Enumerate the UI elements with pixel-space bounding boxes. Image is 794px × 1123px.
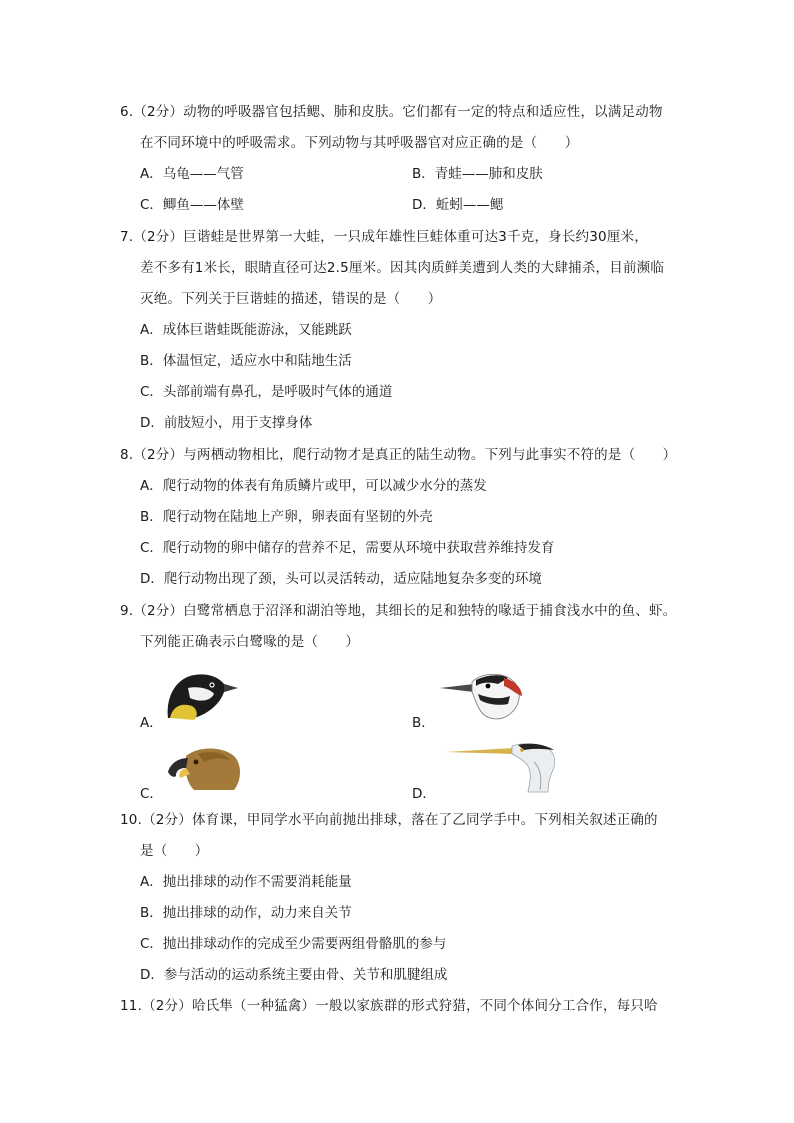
q8-option-b: B．爬行动物在陆地上产卵，卵表面有坚韧的外壳 bbox=[140, 509, 433, 525]
q10-option-b: B．抛出排球的动作，动力来自关节 bbox=[140, 905, 352, 921]
q10-line-2: 是（ ） bbox=[140, 843, 209, 859]
q7-line-1: 7.（2分）巨谐蛙是世界第一大蛙，一只成年雄性巨蛙体重可达3千克，身长约30厘米， bbox=[120, 229, 648, 245]
q10-option-c: C．抛出排球动作的完成至少需要两组骨骼肌的参与 bbox=[140, 936, 447, 952]
q9-option-b-label: B． bbox=[412, 715, 435, 731]
q6-option-a: A．乌龟——气管 bbox=[140, 166, 244, 182]
q11-line-1: 11.（2分）哈氏隼（一种猛禽）一般以家族群的形式狩猎，不同个体间分工合作，每只哈 bbox=[120, 998, 658, 1014]
bird-head-d-image bbox=[444, 742, 562, 794]
q9-line-2: 下列能正确表示白鹭喙的是（ ） bbox=[140, 634, 360, 650]
q10-option-d: D．参与活动的运动系统主要由骨、关节和肌腱组成 bbox=[140, 967, 448, 983]
bird-head-b-image bbox=[436, 670, 530, 724]
q9-option-a-label: A． bbox=[140, 715, 163, 731]
q9-option-c-label: C． bbox=[140, 786, 163, 802]
q8-option-d: D．爬行动物出现了颈，头可以灵活转动，适应陆地复杂多变的环境 bbox=[140, 571, 542, 587]
q6-line-2: 在不同环境中的呼吸需求。下列动物与其呼吸器官对应正确的是（ ） bbox=[140, 135, 579, 151]
q10-line-1: 10.（2分）体育课，甲同学水平向前抛出排球，落在了乙同学手中。下列相关叙述正确的 bbox=[120, 812, 658, 828]
q8-option-a: A．爬行动物的体表有角质鳞片或甲，可以减少水分的蒸发 bbox=[140, 478, 487, 494]
q6-option-d: D．蚯蚓——鳃 bbox=[412, 197, 504, 213]
q7-option-a: A．成体巨谐蛙既能游泳，又能跳跃 bbox=[140, 322, 352, 338]
q8-option-c: C．爬行动物的卵中储存的营养不足，需要从环境中获取营养维持发育 bbox=[140, 540, 555, 556]
q6-option-c: C．鲫鱼——体壁 bbox=[140, 197, 244, 213]
q7-option-b: B．体温恒定，适应水中和陆地生活 bbox=[140, 353, 352, 369]
q7-option-c: C．头部前端有鼻孔，是呼吸时气体的通道 bbox=[140, 384, 393, 400]
q10-option-a: A．抛出排球的动作不需要消耗能量 bbox=[140, 874, 352, 890]
q9-option-d-label: D． bbox=[412, 786, 436, 802]
q7-line-2: 差不多有1米长，眼睛直径可达2.5厘米。因其肉质鲜美遭到人类的大肆捕杀，目前濒临 bbox=[140, 260, 665, 276]
bird-head-a-image bbox=[164, 668, 240, 722]
q7-line-3: 灭绝。下列关于巨谐蛙的描述，错误的是（ ） bbox=[140, 291, 442, 307]
q8-line-1: 8.（2分）与两栖动物相比，爬行动物才是真正的陆生动物。下列与此事实不符的是（ ） bbox=[120, 447, 677, 463]
q9-line-1: 9.（2分）白鹭常栖息于沼泽和湖泊等地，其细长的足和独特的喙适于捕食浅水中的鱼、虾。 bbox=[120, 603, 677, 619]
q6-option-b: B．青蛙——肺和皮肤 bbox=[412, 166, 543, 182]
q7-option-d: D．前肢短小，用于支撑身体 bbox=[140, 415, 313, 431]
q6-line-1: 6.（2分）动物的呼吸器官包括鳃、肺和皮肤。它们都有一定的特点和适应性，以满足动物 bbox=[120, 104, 663, 120]
bird-head-c-image bbox=[164, 744, 244, 794]
